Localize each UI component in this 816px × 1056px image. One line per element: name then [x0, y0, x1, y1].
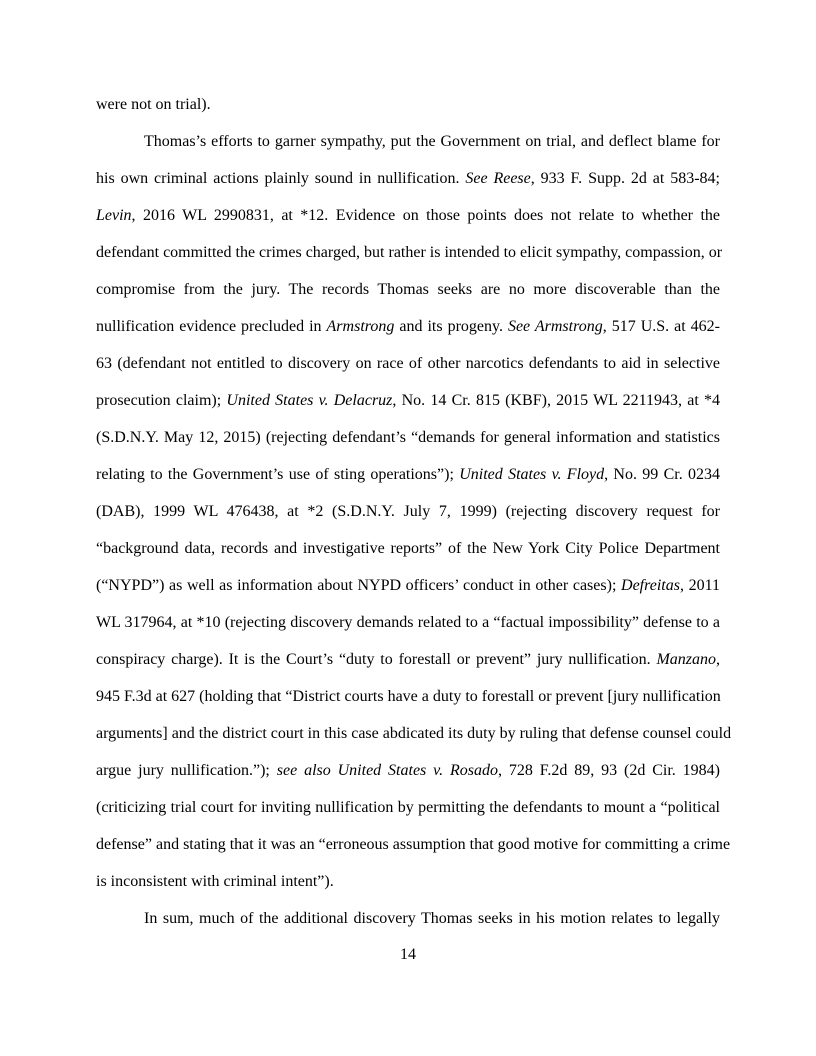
text-line — [96, 203, 720, 240]
text-line — [96, 92, 720, 129]
text-line — [96, 832, 731, 869]
case-citation: United States v. Delacruz — [226, 392, 393, 409]
text-line — [96, 795, 720, 832]
text-segment: nullification evidence precluded in — [96, 318, 327, 335]
text-segment: were not on trial). — [96, 96, 211, 113]
text-segment: his own criminal actions plainly sound in nullification. — [96, 170, 466, 187]
text-segment: and its progeny. — [394, 318, 508, 335]
text-line — [96, 462, 720, 499]
text-segment: , 728 F.2d 89, 93 (2d Cir. 1984) — [497, 762, 721, 779]
text-line — [96, 277, 720, 314]
text-line — [96, 129, 720, 166]
text-segment: arguments] and the district court in this case abdicated its duty by ruling that defense counsel could — [96, 725, 732, 742]
text-line — [96, 425, 720, 462]
text-line — [96, 166, 720, 203]
text-line — [96, 536, 720, 573]
text-segment: 63 (defendant not entitled to discovery on race of other narcotics defendants to aid in selective — [96, 355, 720, 372]
text-segment: argue jury nullification.”); — [96, 762, 277, 779]
case-citation: Manzano — [656, 651, 716, 668]
case-citation: See Reese — [465, 170, 531, 187]
text-segment: compromise from the jury. The records Thomas seeks are no more discoverable than the — [96, 281, 720, 298]
text-segment: , 517 U.S. at 462- — [602, 318, 720, 335]
document-body — [96, 92, 732, 943]
text-line — [96, 573, 720, 610]
case-citation: Armstrong — [326, 318, 395, 335]
text-line — [96, 314, 720, 351]
text-line — [96, 906, 720, 943]
text-line — [96, 721, 732, 758]
text-segment: “background data, records and investigative reports” of the New York City Police Department — [96, 540, 720, 557]
case-citation: See Armstrong — [507, 318, 603, 335]
text-segment: , 2016 WL 2990831, at *12. Evidence on those points does not relate to whether the — [131, 207, 720, 224]
case-citation: see also United States v. Rosado — [276, 762, 498, 779]
text-segment: (“NYPD”) as well as information about NYPD officers’ conduct in other cases); — [96, 577, 622, 594]
text-segment: In sum, much of the additional discovery Thomas seeks in his motion relates to legally — [144, 910, 720, 927]
text-segment: , — [716, 651, 720, 668]
text-segment: , No. 99 Cr. 0234 — [604, 466, 721, 483]
page-number: 14 — [400, 946, 416, 963]
text-segment: WL 317964, at *10 (rejecting discovery demands related to a “factual impossibility” defense to a — [96, 614, 720, 631]
text-line — [96, 684, 720, 721]
text-segment: relating to the Government’s use of sting operations”); — [96, 466, 460, 483]
text-segment: (criticizing trial court for inviting nullification by permitting the defendants to mount a “political — [96, 799, 720, 816]
text-segment: (S.D.N.Y. May 12, 2015) (rejecting defendant’s “demands for general information and statistics — [96, 429, 720, 446]
text-segment: , 933 F. Supp. 2d at 583-84; — [530, 170, 720, 187]
text-line — [96, 758, 720, 795]
text-line — [96, 499, 720, 536]
text-segment: (DAB), 1999 WL 476438, at *2 (S.D.N.Y. July 7, 1999) (rejecting discovery request for — [96, 503, 720, 520]
text-segment: defendant committed the crimes charged, but rather is intended to elicit sympathy, compassion, or — [96, 244, 723, 261]
text-line — [96, 240, 723, 277]
text-segment: prosecution claim); — [96, 392, 227, 409]
text-segment: conspiracy charge). It is the Court’s “duty to forestall or prevent” jury nullification. — [96, 651, 657, 668]
case-citation: Defreitas — [621, 577, 680, 594]
case-citation: United States v. Floyd — [459, 466, 605, 483]
text-line — [96, 388, 720, 425]
text-segment: , No. 14 Cr. 815 (KBF), 2015 WL 2211943, at *4 — [392, 392, 720, 409]
text-segment: is inconsistent with criminal intent”). — [96, 873, 334, 890]
text-segment: 945 F.3d at 627 (holding that “District courts have a duty to forestall or prevent [jury nullification — [96, 688, 721, 705]
text-line — [96, 869, 720, 906]
text-segment: Thomas’s efforts to garner sympathy, put the Government on trial, and deflect blame for — [144, 133, 720, 150]
case-citation: Levin — [96, 207, 132, 224]
text-line — [96, 610, 720, 647]
text-line — [96, 351, 720, 388]
text-segment: defense” and stating that it was an “erroneous assumption that good motive for committing a crime — [96, 836, 731, 853]
text-segment: , 2011 — [679, 577, 721, 594]
text-line — [96, 647, 720, 684]
